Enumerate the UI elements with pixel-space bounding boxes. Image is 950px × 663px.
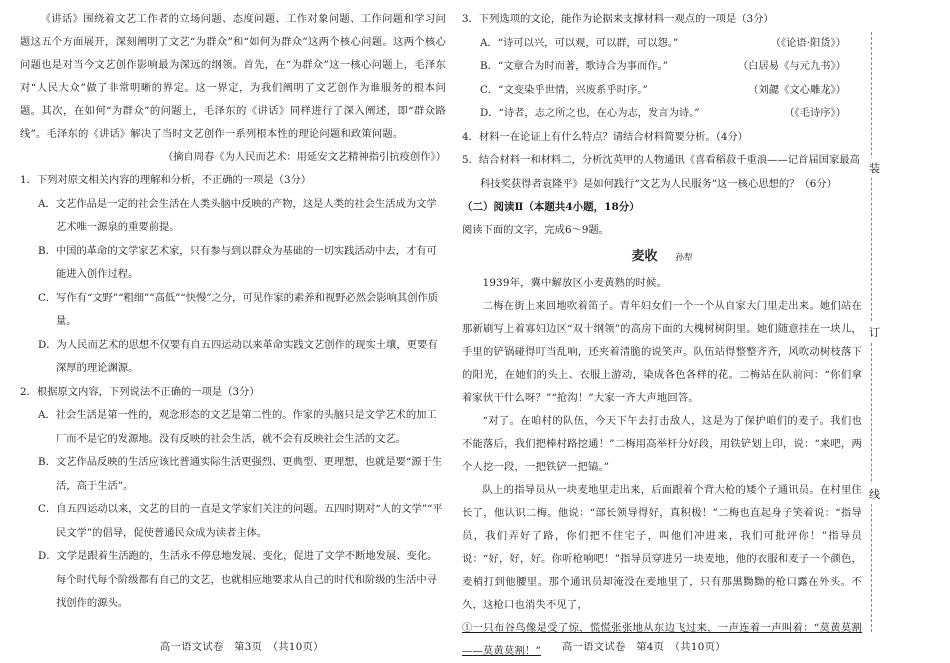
binding-char-xian: 线 xyxy=(869,484,880,504)
left-page xyxy=(0,0,470,659)
left-page-footer: 高一语文试卷 第3页 （共10页） xyxy=(160,641,324,653)
question-4: 4．材料一在论证上有什么特点？请结合材料简要分析。（4分） xyxy=(462,130,748,143)
story-author: 孙犁 xyxy=(675,252,693,263)
question-2-option-c: C．自五四运动以来，文艺的目的一直是文学家们关注的问题。五四时期对“人的文学”“平民文学”的倡导，促使普通民众成为读者主体。 xyxy=(38,503,443,539)
question-2-option-a: A．社会生活是第一性的，观念形态的文艺是第二性的。作家的头脑只是文学艺术的加工厂而不是它的发源地。没有反映的社会生活，就不会有反映社会生活的文艺。 xyxy=(38,409,437,445)
question-1-stem: 1．下列对原文相关内容的理解和分析，不正确的一项是（3分） xyxy=(20,174,312,186)
question-2-option-b: B．文艺作品反映的生活应该比普通实际生活更强烈、更典型、更理想，也就是要“源于生活，高于生活”。 xyxy=(38,456,443,492)
section-heading: （二）阅读Ⅱ（本题共4小题，18分） xyxy=(462,201,640,213)
question-3-option: D．“诗者，志之所之也，在心为志，发言为诗。” （《毛诗序》） xyxy=(480,107,846,119)
question-3 xyxy=(462,8,862,126)
question-2-stem: 2．根据原文内容，下列说法不正确的一项是（3分） xyxy=(20,385,260,398)
question-2 xyxy=(20,381,446,616)
passage-source: （摘自周春《为人民而艺术：用延安文艺精神指引抗疫创作》） xyxy=(162,151,446,163)
question-3-option: A．“诗可以兴，可以观，可以群，可以怨。” （《论语·阳货》） xyxy=(480,36,846,49)
passage-text: 《讲话》围绕着文艺工作者的立场问题、态度问题、工作对象问题、工作问题和学习问题这五个方面展开，深刻阐明了文艺“为群众”和“如何为群众”这两个核心问题。这两个核心问题也是对当今文艺创作影响最为深远的纲领。首先，在“为群众”这一核心问题上，毛泽东对“人民大众”做了非常明晰的界定。这一界定，为我们阐明了文艺创作为谁服务的根本问题。其次，在如何“为群众”的问题上，毛泽东的《讲话》同样进行了深入阐述，即“群众路线”。毛泽东的《讲话》解决了当时文艺创作一系列根本性的理论问题和政策问题。 xyxy=(20,13,446,140)
question-5: 5．结合材料一和材料二，分析沈英甲的人物通讯《喜看稻菽千重浪——记首届国家最高科技奖获得者袁隆平》是如何践行“文艺为人民服务”这一核心思想的？（6分） xyxy=(462,154,860,190)
question-1-option-c: C．写作有“文野”“粗细”“高低”“快慢”之分，可见作家的素养和视野必然会影响其创作质量。 xyxy=(38,291,439,327)
binding-char-zhuang: 装 xyxy=(869,158,880,178)
story-paragraph: 队上的指导员从一块麦地里走出来，后面跟着个背大枪的矮个子通讯员。在村里住长了，他认识二梅。他说：“部长领导得好，真积极！”二梅也直起身子笑着说：“指导员，我们弄好了路，你们把不住宅子，叫他们冲进来，我们可批评你！”指导员说：“好，好，好。你听枪响吧！”指导员穿进另一块麦地，他的衣服和麦子一个颜色，麦梢打到他腰里。那个通讯员却淹没在麦地里了，只有那黑黝黝的枪口露在外头。不久，这枪口也消失不见了， xyxy=(462,483,862,611)
binding-char-ding: 订 xyxy=(869,322,880,342)
question-3-option: C．“文变染乎世情，兴废系乎时序。” （刘勰《文心雕龙》） xyxy=(480,83,846,96)
question-1-option-d: D．为人民而艺术的思想不仅要有自五四运动以来革命实践文艺创作的现实土壤，更要有深厚的理论渊源。 xyxy=(38,338,438,374)
question-1-option-a: A．文艺作品是一定的社会生活在人类头脑中反映的产物，这是人类的社会生活成为文学艺术唯一源泉的重要前提。 xyxy=(38,197,437,233)
right-page-footer: 高一语文试卷 第4页 （共10页） xyxy=(562,641,726,653)
story-paragraph-underlined: ①一只布谷鸟像是受了惊，慌慌张张地从东边飞过来，一声连着一声叫着：“莫黄莫割——莫黄莫割！” xyxy=(462,621,862,657)
story-title: 麦收 孙犁 xyxy=(631,248,693,264)
right-page xyxy=(462,0,862,659)
reading-instruction: 阅读下面的文字，完成6～9题。 xyxy=(462,224,609,236)
question-2-option-d: D．文学是跟着生活跑的，生活永不停息地发展、变化，促进了文学不断地发展、变化。每个时代每个阶级都有自己的文艺，也就相应地要求从自己的时代和阶级的生活中寻找创作的源头。 xyxy=(38,550,438,609)
story-paragraph: 二梅在街上来回地吹着笛子。青年妇女们一个一个从自家大门里走出来。她们站在那新刷写上着寡妇边区“双十纲领”的高房下面的大槐树树阴里。她们随意挂在一块儿，手里的铲锅碰得叮当乱响，还夹着清脆的说笑声。队伍站得整整齐齐，风吹动树枝落下的阳光，在她们的头上、衣服上游动，染成各色各样的花。二梅站在队前问：“你们拿着家伙干什么呀？”“抢沟！”大家一齐大声地回答。 xyxy=(462,299,862,404)
question-1-option-b: B．中国的革命的文学家艺术家，只有参与到以群众为基础的一切实践活动中去，才有可能进入创作过程。 xyxy=(38,244,437,280)
story-paragraph: “对了。在咱村的队伍，今天下午去打击敌人，这是为了保护咱们的麦子。我们也不能落后，我们把棒村路挖通！”二梅用高举杆分好段，用铁铲划上印，说：“来吧，两个人挖一段，一把铁铲一把镐。” xyxy=(462,414,862,473)
question-3-option: B．“文章合为时而著，歌诗合为事而作。” （白居易《与元九书》） xyxy=(480,60,846,72)
story-paragraph: 1939年，冀中解放区小麦黄熟的时候。 xyxy=(482,276,668,289)
question-3-stem: 3．下列选项的文论，能作为论据来支撑材料一观点的一项是（3分） xyxy=(462,13,774,25)
question-1 xyxy=(20,169,446,381)
